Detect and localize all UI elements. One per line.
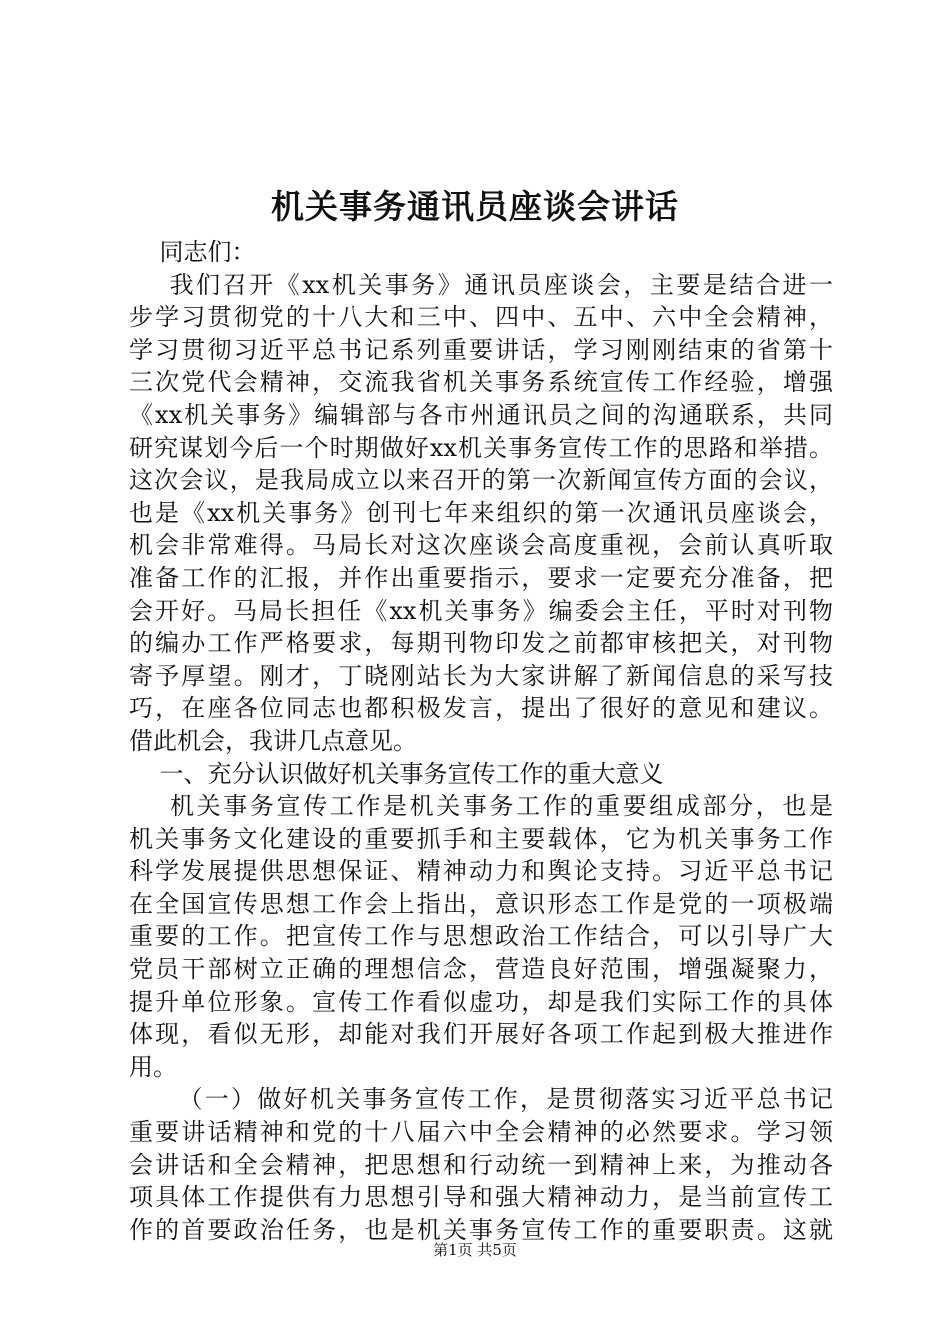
- body-line: 重要的工作。把宣传工作与思想政治工作结合，可以引导广大: [129, 922, 833, 951]
- body-line: 党员干部树立正确的理想信念，营造良好范围，增强凝聚力，: [129, 955, 833, 984]
- body-line: 准备工作的汇报，并作出重要指示，要求一定要充分准备，把: [129, 563, 833, 592]
- body-line: （一）做好机关事务宣传工作，是贯彻落实习近平总书记: [129, 1085, 833, 1114]
- body-line: 也是《xx机关事务》创刊七年来组织的第一次通讯员座谈会，: [129, 498, 833, 527]
- body-line: 寄予厚望。刚才，丁晓刚站长为大家讲解了新闻信息的采写技: [129, 661, 833, 690]
- body-line: 用。: [129, 1052, 177, 1081]
- body-line: 步学习贯彻党的十八大和三中、四中、五中、六中全会精神，: [129, 303, 833, 332]
- body-line: 借此机会，我讲几点意见。: [129, 726, 417, 755]
- body-line: 项具体工作提供有力思想引导和强大精神动力，是当前宣传工: [129, 1183, 833, 1212]
- body-line: 作的首要政治任务，也是机关事务宣传工作的重要职责。这就: [129, 1215, 833, 1244]
- body-line: 机关事务宣传工作是机关事务工作的重要组成部分，也是: [129, 792, 833, 821]
- body-line: 巧，在座各位同志也都积极发言，提出了很好的意见和建议。: [129, 694, 833, 723]
- body-line: 一、充分认识做好机关事务宣传工作的重大意义: [129, 759, 664, 788]
- body-line: 我们召开《xx机关事务》通讯员座谈会，主要是结合进一: [129, 270, 833, 299]
- body-line: 机关事务文化建设的重要抓手和主要载体，它为机关事务工作: [129, 824, 833, 853]
- body-line: 会讲话和全会精神，把思想和行动统一到精神上来，为推动各: [129, 1150, 833, 1179]
- body-line: 这次会议，是我局成立以来召开的第一次新闻宣传方面的会议，: [129, 466, 833, 495]
- body-line: 的编办工作严格要求，每期刊物印发之前都审核把关，对刊物: [129, 629, 833, 658]
- body-line: 提升单位形象。宣传工作看似虚功，却是我们实际工作的具体: [129, 987, 833, 1016]
- body-line: 同志们：: [129, 238, 256, 266]
- body-line: 机会非常难得。马局长对这次座谈会高度重视，会前认真听取: [129, 531, 833, 560]
- body-line: 科学发展提供思想保证、精神动力和舆论支持。习近平总书记: [129, 857, 833, 886]
- body-line: 学习贯彻习近平总书记系列重要讲话，学习刚刚结束的省第十: [129, 335, 833, 364]
- page-footer: 第1页 共5页: [433, 1241, 517, 1259]
- document-title: 机关事务通讯员座谈会讲话: [271, 187, 679, 226]
- body-line: 会开好。马局长担任《xx机关事务》编委会主任，平时对刊物: [129, 596, 833, 625]
- document-body: [129, 236, 833, 1246]
- body-line: 研究谋划今后一个时期做好xx机关事务宣传工作的思路和举措。: [129, 433, 833, 462]
- body-line: 三次党代会精神，交流我省机关事务系统宣传工作经验，增强: [129, 368, 833, 397]
- body-line: 重要讲话精神和党的十八届六中全会精神的必然要求。学习领: [129, 1118, 833, 1147]
- body-line: 在全国宣传思想工作会上指出，意识形态工作是党的一项极端: [129, 889, 833, 918]
- body-line: 《xx机关事务》编辑部与各市州通讯员之间的沟通联系，共同: [129, 400, 833, 429]
- body-line: 体现，看似无形，却能对我们开展好各项工作起到极大推进作: [129, 1020, 833, 1049]
